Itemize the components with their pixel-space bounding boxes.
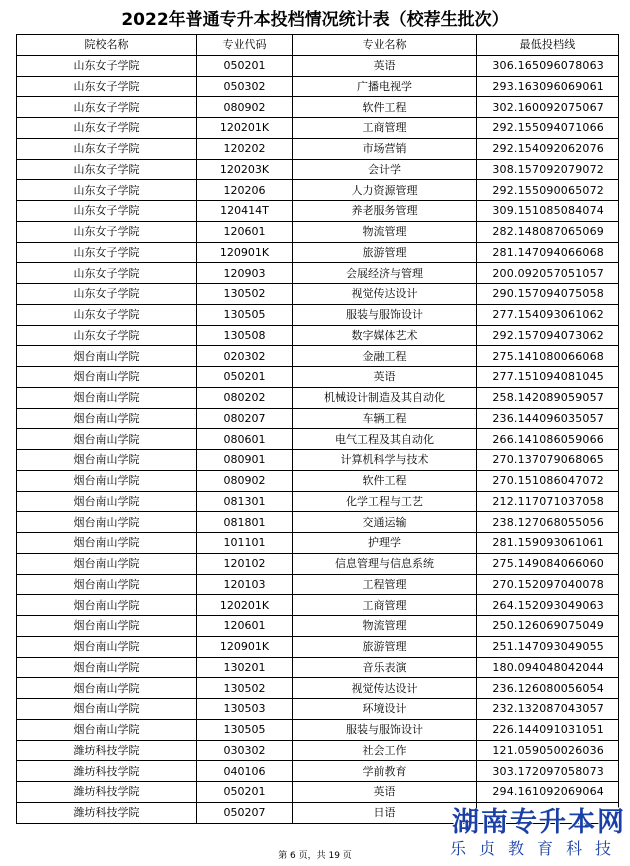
cell-code: 030302: [197, 740, 293, 761]
table-body: [17, 55, 619, 823]
cell-major: 金融工程: [293, 346, 477, 367]
cell-code: 080601: [197, 429, 293, 450]
cell-code: 120901K: [197, 242, 293, 263]
cell-major: 英语: [293, 782, 477, 803]
cell-score: 306.165096078063: [477, 55, 619, 76]
cell-score: 292.155090065072: [477, 180, 619, 201]
cell-code: 080901: [197, 450, 293, 471]
table-row: [17, 553, 619, 574]
cell-code: 120601: [197, 221, 293, 242]
cell-code: 120206: [197, 180, 293, 201]
table-row: [17, 678, 619, 699]
cell-school: 潍坊科技学院: [17, 782, 197, 803]
cell-major: 视觉传达设计: [293, 284, 477, 305]
table-row: [17, 761, 619, 782]
cell-code: 130503: [197, 699, 293, 720]
table-row: [17, 97, 619, 118]
cell-code: 130505: [197, 719, 293, 740]
cell-score: 281.147094066068: [477, 242, 619, 263]
cell-school: 山东女子学院: [17, 325, 197, 346]
table-row: [17, 408, 619, 429]
table-row: [17, 595, 619, 616]
cell-major: 计算机科学与技术: [293, 450, 477, 471]
table-row: [17, 429, 619, 450]
cell-code: 050201: [197, 782, 293, 803]
cell-major: 市场营销: [293, 138, 477, 159]
cell-school: 烟台南山学院: [17, 429, 197, 450]
cell-major: 电气工程及其自动化: [293, 429, 477, 450]
cell-major: 软件工程: [293, 470, 477, 491]
cell-school: 烟台南山学院: [17, 387, 197, 408]
cell-major: 环境设计: [293, 699, 477, 720]
cell-school: 潍坊科技学院: [17, 802, 197, 823]
cell-major: 工商管理: [293, 118, 477, 139]
cell-code: 120601: [197, 616, 293, 637]
cell-code: 080202: [197, 387, 293, 408]
cell-score: 121.059050026036: [477, 740, 619, 761]
cell-score: 293.163096069061: [477, 76, 619, 97]
cell-major: 信息管理与信息系统: [293, 553, 477, 574]
cell-code: 120102: [197, 553, 293, 574]
cell-major: 化学工程与工艺: [293, 491, 477, 512]
table-row: [17, 470, 619, 491]
table-row: [17, 284, 619, 305]
cell-major: 服装与服饰设计: [293, 719, 477, 740]
cell-school: 山东女子学院: [17, 263, 197, 284]
header-school: 院校名称: [17, 35, 197, 56]
cell-major: 会计学: [293, 159, 477, 180]
table-row: [17, 387, 619, 408]
cell-code: 050207: [197, 802, 293, 823]
header-score: 最低投档线: [477, 35, 619, 56]
cell-major: 工商管理: [293, 595, 477, 616]
table-row: [17, 740, 619, 761]
cell-school: 山东女子学院: [17, 180, 197, 201]
table-row: [17, 55, 619, 76]
cell-major: 社会工作: [293, 740, 477, 761]
cell-school: 烟台南山学院: [17, 574, 197, 595]
cell-school: 山东女子学院: [17, 76, 197, 97]
cell-score: 275.141080066068: [477, 346, 619, 367]
table-row: [17, 512, 619, 533]
header-major: 专业名称: [293, 35, 477, 56]
header-code: 专业代码: [197, 35, 293, 56]
cell-school: 烟台南山学院: [17, 491, 197, 512]
cell-school: 烟台南山学院: [17, 616, 197, 637]
cell-major: 软件工程: [293, 97, 477, 118]
table-row: [17, 367, 619, 388]
cell-major: 养老服务管理: [293, 201, 477, 222]
cell-score: 277.154093061062: [477, 304, 619, 325]
cell-school: 山东女子学院: [17, 118, 197, 139]
cell-school: 山东女子学院: [17, 284, 197, 305]
cell-major: 英语: [293, 55, 477, 76]
cell-score: 277.151094081045: [477, 367, 619, 388]
cell-major: 旅游管理: [293, 242, 477, 263]
cell-school: 山东女子学院: [17, 201, 197, 222]
cell-school: 烟台南山学院: [17, 636, 197, 657]
cell-school: 烟台南山学院: [17, 408, 197, 429]
table-row: [17, 118, 619, 139]
cell-school: 潍坊科技学院: [17, 761, 197, 782]
cell-score: 264.152093049063: [477, 595, 619, 616]
cell-score: 292.157094073062: [477, 325, 619, 346]
table-row: [17, 719, 619, 740]
table-row: [17, 574, 619, 595]
cell-major: 交通运输: [293, 512, 477, 533]
cell-score: 251.147093049055: [477, 636, 619, 657]
cell-school: 山东女子学院: [17, 242, 197, 263]
cell-code: 081301: [197, 491, 293, 512]
cell-major: 广播电视学: [293, 76, 477, 97]
cell-school: 山东女子学院: [17, 55, 197, 76]
cell-school: 烟台南山学院: [17, 699, 197, 720]
cell-code: 040106: [197, 761, 293, 782]
cell-code: 080902: [197, 470, 293, 491]
cell-score: 275.149084066060: [477, 553, 619, 574]
cell-code: 120414T: [197, 201, 293, 222]
cell-code: 080207: [197, 408, 293, 429]
cell-major: 服装与服饰设计: [293, 304, 477, 325]
cell-major: 车辆工程: [293, 408, 477, 429]
cell-score: 236.144096035057: [477, 408, 619, 429]
table-row: [17, 304, 619, 325]
cell-score: 200.092057051057: [477, 263, 619, 284]
cell-score: 238.127068055056: [477, 512, 619, 533]
cell-code: 120201K: [197, 595, 293, 616]
cell-school: 山东女子学院: [17, 221, 197, 242]
cell-major: 音乐表演: [293, 657, 477, 678]
table-row: [17, 263, 619, 284]
table-header-row: [17, 35, 619, 56]
cell-code: 130502: [197, 678, 293, 699]
cell-major: 物流管理: [293, 221, 477, 242]
cell-score: 226.144091031051: [477, 719, 619, 740]
page-title: 2022年普通专升本投档情况统计表（校荐生批次）: [121, 10, 509, 30]
cell-code: 120901K: [197, 636, 293, 657]
cell-school: 烟台南山学院: [17, 470, 197, 491]
cell-score: 308.157092079072: [477, 159, 619, 180]
cell-school: 山东女子学院: [17, 159, 197, 180]
cell-score: 294.161092069064: [477, 782, 619, 803]
cell-score: 270.151086047072: [477, 470, 619, 491]
cell-school: 烟台南山学院: [17, 512, 197, 533]
cell-code: 020302: [197, 346, 293, 367]
cell-code: 130502: [197, 284, 293, 305]
cell-score: 302.160092075067: [477, 97, 619, 118]
cell-score: 292.155094071066: [477, 118, 619, 139]
cell-major: 学前教育: [293, 761, 477, 782]
cell-score: 270.152097040078: [477, 574, 619, 595]
cell-school: 烟台南山学院: [17, 367, 197, 388]
table-row: [17, 325, 619, 346]
cell-score: 236.126080056054: [477, 678, 619, 699]
cell-score: 266.141086059066: [477, 429, 619, 450]
cell-school: 潍坊科技学院: [17, 740, 197, 761]
cell-code: 130201: [197, 657, 293, 678]
cell-score: 232.132087043057: [477, 699, 619, 720]
cell-major: 数字媒体艺术: [293, 325, 477, 346]
cell-major: 工程管理: [293, 574, 477, 595]
table-row: [17, 221, 619, 242]
cell-school: 山东女子学院: [17, 304, 197, 325]
table-row: [17, 138, 619, 159]
cell-major: 英语: [293, 367, 477, 388]
cell-major: 物流管理: [293, 616, 477, 637]
cell-major: 日语: [293, 802, 477, 823]
table-row: [17, 636, 619, 657]
table-row: [17, 616, 619, 637]
page-footer: 第 6 页，共 19 页: [278, 851, 352, 861]
cell-school: 烟台南山学院: [17, 533, 197, 554]
table-row: [17, 159, 619, 180]
table-row: [17, 346, 619, 367]
cell-score: 250.126069075049: [477, 616, 619, 637]
cell-school: 山东女子学院: [17, 97, 197, 118]
cell-score: 303.172097058073: [477, 761, 619, 782]
watermark-brand: 湖南专升本网: [452, 807, 626, 838]
table-row: [17, 242, 619, 263]
cell-code: 050302: [197, 76, 293, 97]
cell-school: 烟台南山学院: [17, 678, 197, 699]
table-row: [17, 180, 619, 201]
cell-score: 270.137079068065: [477, 450, 619, 471]
cell-score: 290.157094075058: [477, 284, 619, 305]
cell-score: 212.117071037058: [477, 491, 619, 512]
cell-score: 281.159093061061: [477, 533, 619, 554]
cell-major: 护理学: [293, 533, 477, 554]
watermark-subtitle: 乐贞教育科技: [449, 839, 624, 858]
cell-major: 视觉传达设计: [293, 678, 477, 699]
cell-code: 050201: [197, 367, 293, 388]
cell-code: 130508: [197, 325, 293, 346]
cell-code: 130505: [197, 304, 293, 325]
table-row: [17, 533, 619, 554]
cell-code: 120201K: [197, 118, 293, 139]
table-row: [17, 699, 619, 720]
cell-major: 机械设计制造及其自动化: [293, 387, 477, 408]
admission-table: [16, 34, 619, 824]
cell-score: 282.148087065069: [477, 221, 619, 242]
cell-school: 烟台南山学院: [17, 595, 197, 616]
cell-school: 烟台南山学院: [17, 346, 197, 367]
cell-school: 山东女子学院: [17, 138, 197, 159]
cell-code: 050201: [197, 55, 293, 76]
cell-code: 101101: [197, 533, 293, 554]
cell-code: 080902: [197, 97, 293, 118]
cell-score: 180.094048042044: [477, 657, 619, 678]
cell-major: 旅游管理: [293, 636, 477, 657]
cell-school: 烟台南山学院: [17, 719, 197, 740]
cell-code: 081801: [197, 512, 293, 533]
cell-major: 人力资源管理: [293, 180, 477, 201]
cell-score: 258.142089059057: [477, 387, 619, 408]
cell-code: 120903: [197, 263, 293, 284]
cell-code: 120103: [197, 574, 293, 595]
cell-code: 120202: [197, 138, 293, 159]
table-row: [17, 450, 619, 471]
table-row: [17, 491, 619, 512]
cell-school: 烟台南山学院: [17, 657, 197, 678]
cell-score: 292.154092062076: [477, 138, 619, 159]
cell-score: 309.151085084074: [477, 201, 619, 222]
table-row: [17, 201, 619, 222]
table-row: [17, 657, 619, 678]
table-row: [17, 76, 619, 97]
cell-code: 120203K: [197, 159, 293, 180]
cell-school: 烟台南山学院: [17, 553, 197, 574]
cell-school: 烟台南山学院: [17, 450, 197, 471]
cell-major: 会展经济与管理: [293, 263, 477, 284]
